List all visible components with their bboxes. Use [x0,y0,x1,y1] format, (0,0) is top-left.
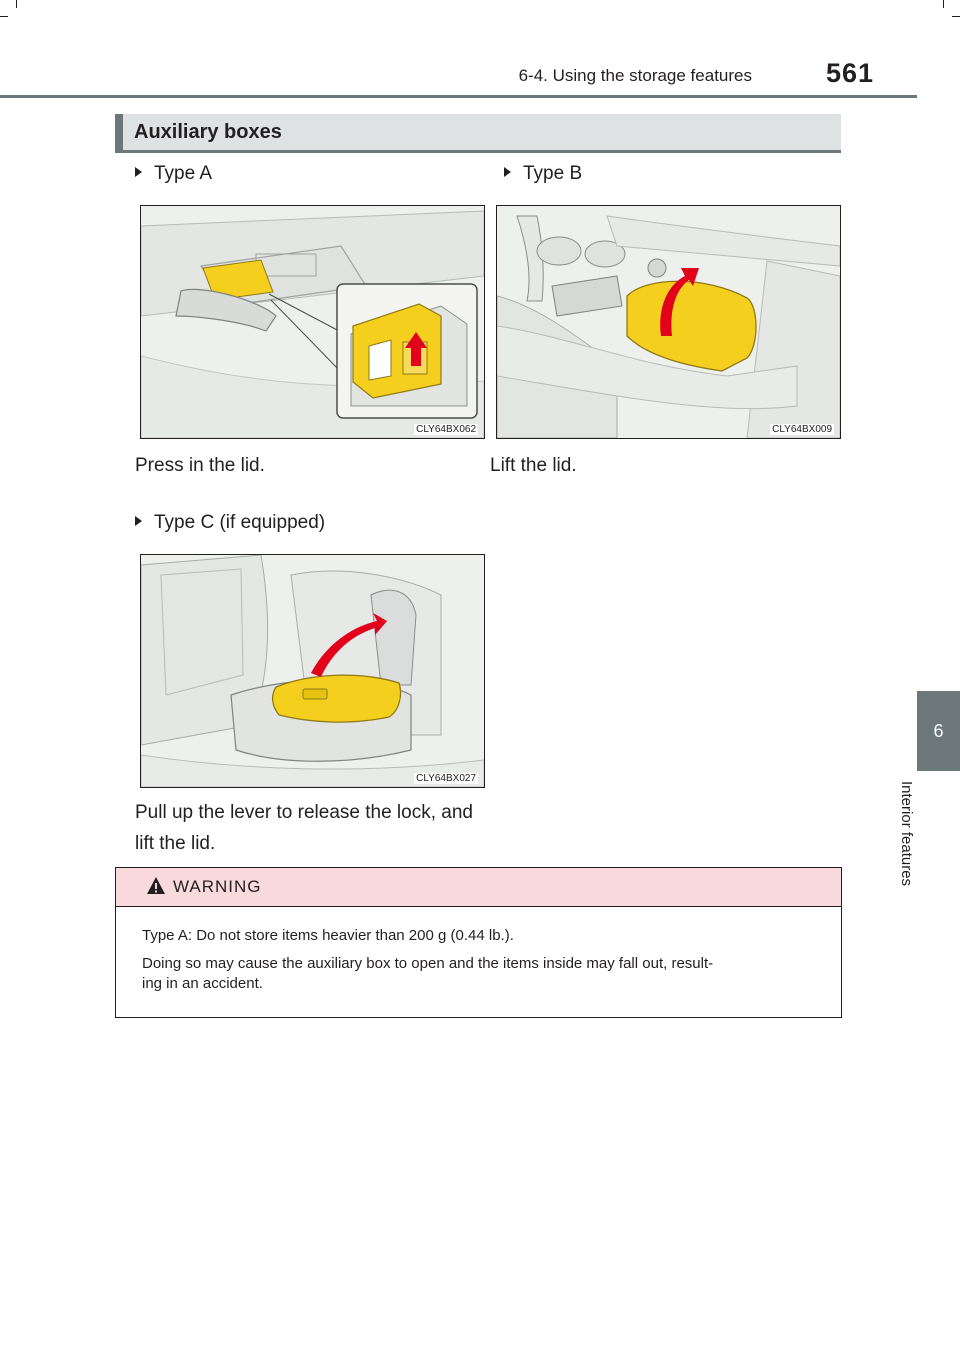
header-rule [0,95,917,98]
type-c-illustration [141,555,484,787]
figure-type-c [140,554,485,788]
type-a-label: Type A [154,163,213,184]
warning-triangle-icon [146,876,166,896]
type-b-heading [504,161,582,187]
warning-line-1: Type A: Do not store items heavier than 200 g (0.44 lb.). [142,927,514,944]
warning-title: WARNING [173,877,262,896]
crop-mark [952,16,960,17]
figure-code: CLY64BX009 [772,424,832,435]
figure-type-b [496,205,841,439]
type-c-caption-line2: lift the lid. [135,833,216,854]
figure-code: CLY64BX027 [416,773,476,784]
crop-mark [16,0,17,8]
warning-header [116,868,841,907]
warning-line-3: ing in an accident. [142,975,263,992]
bullet-triangle-icon [504,167,511,177]
bullet-triangle-icon [135,167,142,177]
type-a-illustration [141,206,484,438]
figure-code: CLY64BX062 [416,424,476,435]
section-heading [115,114,841,153]
chapter-number: 6 [933,720,944,741]
type-c-label: Type C (if equipped) [154,512,326,533]
warning-box [115,867,842,1018]
type-c-caption-line1: Pull up the lever to release the lock, and [135,802,473,823]
type-b-label: Type B [523,163,583,184]
page-number: 561 [825,58,874,88]
type-b-illustration [497,206,840,438]
figure-type-a [140,205,485,439]
crop-mark [0,16,8,17]
type-c-heading [135,510,325,536]
section-accent-bar [115,114,123,153]
crop-mark [943,0,944,8]
section-title: Auxiliary boxes [134,121,282,143]
chapter-name: Interior features [898,781,915,887]
running-header-title: 6-4. Using the storage features [518,66,752,85]
warning-line-2: Doing so may cause the auxiliary box to open and the items inside may fall out, result- [142,955,714,972]
chapter-tab[interactable] [917,691,960,771]
type-b-caption: Lift the lid. [490,455,577,476]
type-a-caption: Press in the lid. [135,455,265,476]
type-a-heading [135,161,212,187]
bullet-triangle-icon [135,516,142,526]
